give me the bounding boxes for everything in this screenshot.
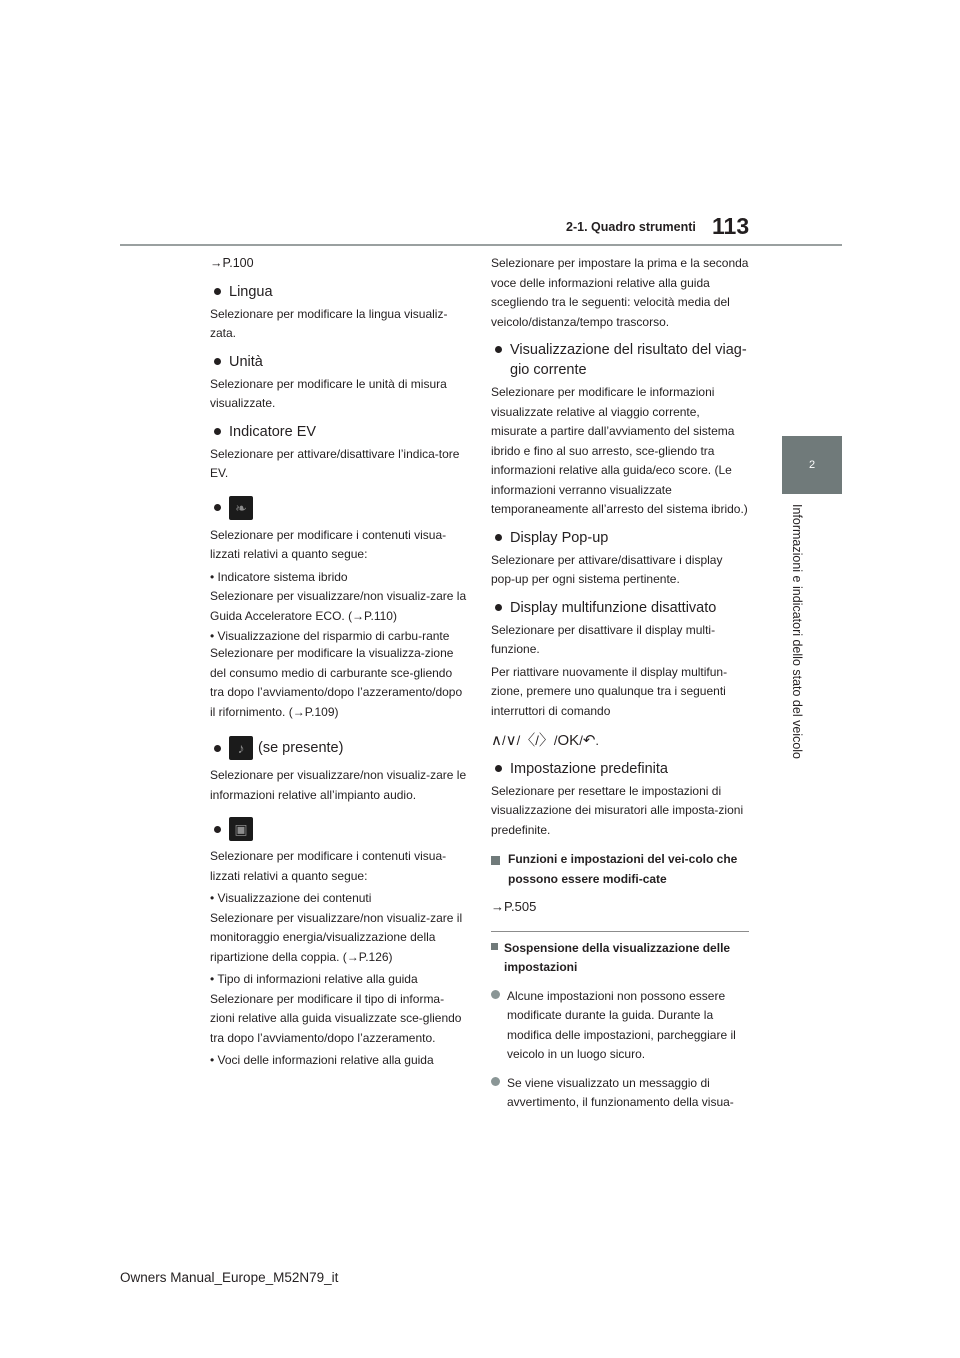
text-risultato: Selezionare per modificare le informazioni visualizzate relative al viaggio corrente, misurate a partire dall’avviamento del sistema ibrido e fino al suo arresto, sce-gliendo tra informazioni relative alla guida/eco score. (Le informazioni verranno visualizzate temporaneamente all’arresto del sistema ibrido.) bbox=[491, 385, 748, 516]
page-ref: →P.505 bbox=[491, 899, 537, 914]
bullet-icon bbox=[214, 358, 221, 365]
bullet-icon bbox=[495, 346, 502, 353]
square-icon bbox=[491, 943, 498, 950]
circle-bullet-icon bbox=[491, 990, 500, 999]
sub-item: • Visualizzazione dei contenuti bbox=[210, 891, 372, 905]
text-display-off: Selezionare per disattivare il display multi-funzione. bbox=[491, 622, 716, 656]
music-note-icon: ♪ bbox=[229, 736, 253, 760]
text-voci: Selezionare per impostare la prima e la seconda voce delle informazioni relative alla guida scegliendo tra le seguenti: velocità media del veicolo/distanza/tempo trascorso. bbox=[491, 256, 749, 329]
heading-audio: ♪ (se presente) bbox=[210, 736, 468, 760]
bullet-icon bbox=[214, 288, 221, 295]
section-title: 2-1. Quadro strumenti bbox=[566, 220, 696, 234]
note-item: Se viene visualizzato un messaggio di avvertimento, il funzionamento della visua- bbox=[491, 1074, 749, 1113]
text-popup: Selezionare per attivare/disattivare i display pop-up per ogni sistema pertinente. bbox=[491, 552, 723, 586]
heading-ev: Indicatore EV bbox=[210, 422, 468, 442]
sub-text: Selezionare per modificare la visualizza-zione del consumo medio di carburante sce-gliendo tra dopo l’avviamento/dopo l’azzeramento/dopo il rifornimento. (→P.109) bbox=[210, 646, 463, 719]
bullet-icon bbox=[495, 534, 502, 541]
bullet-icon bbox=[495, 765, 502, 772]
text-unita: Selezionare per modificare le unità di misura visualizzate. bbox=[210, 376, 447, 410]
page-ref: →P.100 bbox=[210, 256, 254, 270]
header-rule bbox=[120, 244, 842, 246]
text-car: Selezionare per modificare i contenuti visua-lizzati relativi a quanto segue: bbox=[210, 849, 447, 883]
sub-item: • Indicatore sistema ibrido bbox=[210, 569, 348, 584]
text-ev: Selezionare per attivare/disattivare l’indica-tore EV. bbox=[210, 446, 460, 480]
heading-display-off: Display multifunzione disattivato bbox=[491, 598, 749, 618]
sub-item: • Visualizzazione del risparmio di carbu-rante bbox=[210, 629, 450, 643]
sub-text: Selezionare per visualizzare/non visualiz-zare la Guida Acceleratore ECO. (→P.110) bbox=[210, 589, 467, 623]
heading-leaf bbox=[210, 496, 468, 520]
bullet-icon bbox=[495, 604, 502, 611]
footer-text: Owners Manual_Europe_M52N79_it bbox=[120, 1270, 339, 1285]
heading-car bbox=[210, 817, 468, 841]
text-display-on: Per riattivare nuovamente il display multifun-zione, premere uno qualunque tra i seguenti interruttori di comando bbox=[491, 664, 728, 718]
text-audio: Selezionare per visualizzare/non visualiz-zare le informazioni relative all’impianto audio. bbox=[210, 768, 467, 802]
right-column bbox=[491, 254, 749, 1113]
note-item: Alcune impostazioni non possono essere modificate durante la guida. Durante la modifica delle impostazioni, parcheggiare il veicolo in un luogo sicuro. bbox=[491, 987, 749, 1065]
chevron-right-icon: 〉 bbox=[538, 732, 554, 749]
square-icon bbox=[491, 856, 500, 865]
note-divider bbox=[491, 931, 749, 932]
eco-leaf-icon: ❧ bbox=[229, 496, 253, 520]
bullet-icon bbox=[214, 504, 221, 511]
heading-popup: Display Pop-up bbox=[491, 528, 749, 548]
chapter-side-title: Informazioni e indicatori dello stato del veicolo bbox=[790, 504, 804, 759]
bullet-icon bbox=[214, 745, 221, 752]
back-icon: ↶ bbox=[582, 732, 596, 749]
chevron-up-icon: ∧ bbox=[491, 732, 502, 749]
chevron-left-icon: 〈 bbox=[520, 732, 536, 749]
bullet-icon bbox=[214, 826, 221, 833]
ok-label: OK bbox=[557, 732, 580, 749]
heading-functions: Funzioni e impostazioni del vei-colo che possono essere modifi-cate bbox=[491, 850, 749, 889]
sub-text: Selezionare per visualizzare/non visualiz-zare il monitoraggio energia/visualizzazione della ripartizione della coppia. (→P.126) bbox=[210, 910, 463, 964]
text-lingua: Selezionare per modificare la lingua visualiz-zata. bbox=[210, 306, 448, 340]
text-default: Selezionare per resettare le impostazioni di visualizzazione dei misuratori alle imposta-zioni predefinite. bbox=[491, 783, 744, 837]
bullet-icon bbox=[214, 428, 221, 435]
switch-icons: ∧ / ∨ / 〈 / 〉 / OK / ↶ . bbox=[491, 732, 600, 749]
text-leaf: Selezionare per modificare i contenuti visua-lizzati relativi a quanto segue: bbox=[210, 527, 447, 561]
heading-risultato: Visualizzazione del risultato del viag-gio corrente bbox=[491, 340, 749, 380]
circle-bullet-icon bbox=[491, 1077, 500, 1086]
heading-default: Impostazione predefinita bbox=[491, 759, 749, 779]
sub-text: Selezionare per modificare il tipo di informa-zioni relative alla guida visualizzate sce-gliendo tra dopo l’avviamento/dopo l’azzeramento. bbox=[210, 991, 462, 1045]
car-info-icon: ▣ bbox=[229, 817, 253, 841]
heading-lingua: Lingua bbox=[210, 282, 468, 302]
sub-item: • Tipo di informazioni relative alla guida bbox=[210, 972, 418, 986]
left-column bbox=[210, 254, 468, 1071]
chapter-tab: 2 bbox=[782, 436, 842, 494]
note-heading: Sospensione della visualizzazione delle impostazioni bbox=[491, 939, 749, 978]
chevron-down-icon: ∨ bbox=[505, 732, 517, 749]
page-number: 113 bbox=[712, 213, 750, 239]
heading-unita: Unità bbox=[210, 352, 468, 372]
sub-item: • Voci delle informazioni relative alla guida bbox=[210, 1053, 434, 1067]
